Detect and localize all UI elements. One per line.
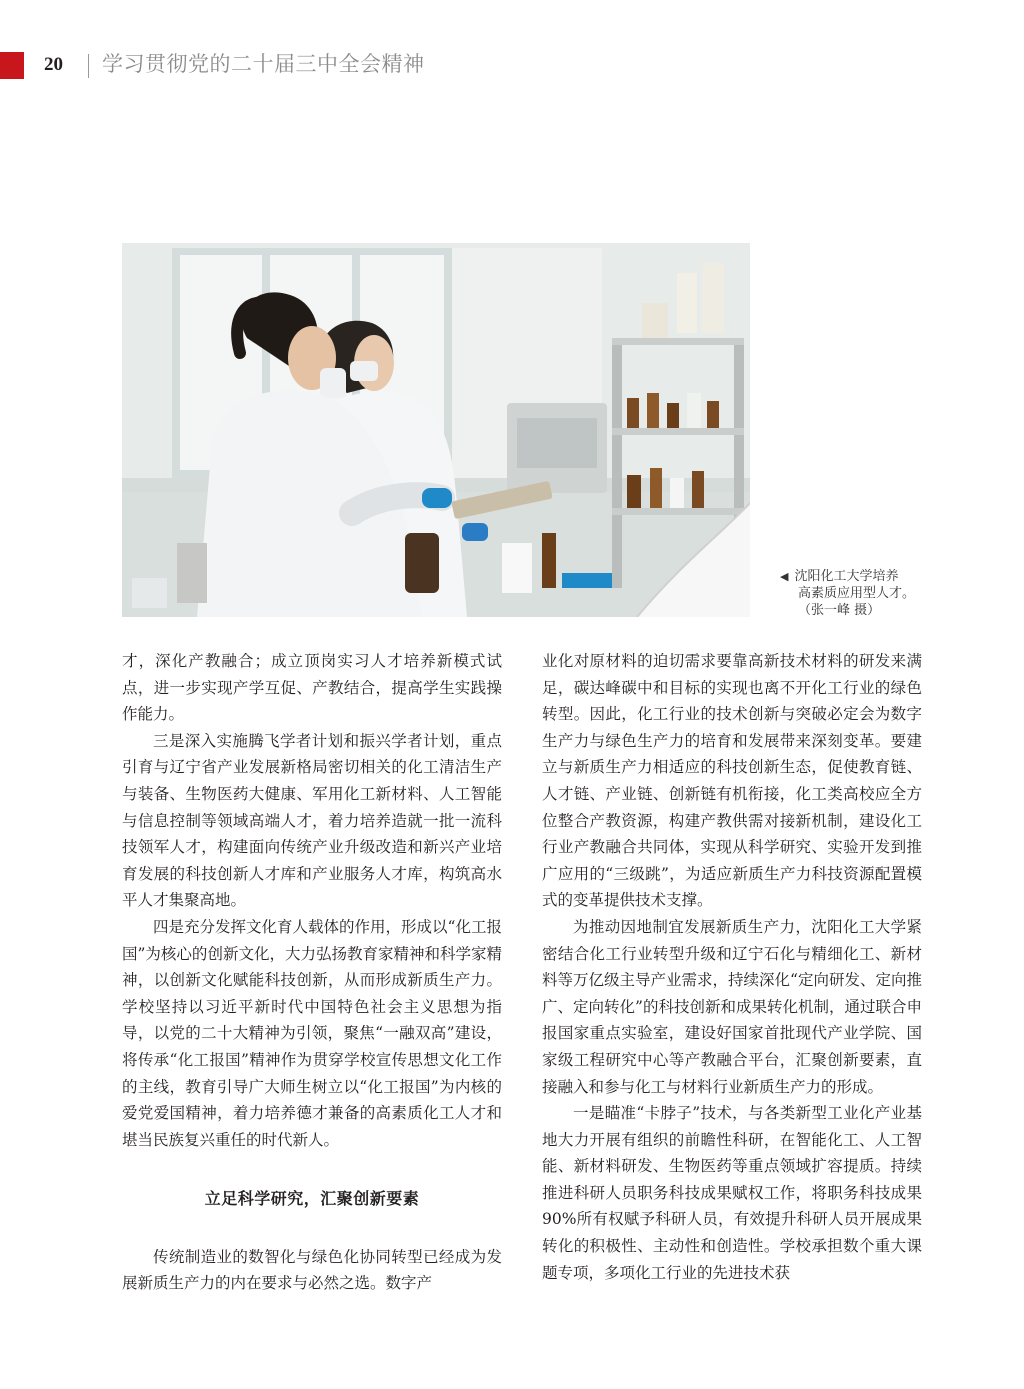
paragraph: 传统制造业的数智化与绿色化协同转型已经成为发展新质生产力的内在要求与必然之选。数字产 (122, 1247, 502, 1293)
page-number: 20 (44, 54, 63, 75)
caption-line: （张一峰 摄） (798, 603, 881, 618)
paragraph: 三是深入实施腾飞学者计划和振兴学者计划，重点引育与辽宁省产业发展新格局密切相关的化工清洁生产与装备、生物医药大健康、军用化工新材料、人工智能与信息控制等领域高端人才，着力培养造就一批一流科技领军人才，构建面向传统产业升级改造和新兴产业培育发展的科技创新人才库和产业服务人才库，构筑高水平人才集聚高地。 (122, 731, 502, 910)
running-header-title: 学习贯彻党的二十届三中全会精神 (102, 52, 425, 76)
section-heading: 立足科学研究，汇聚创新要素 (204, 1189, 420, 1209)
page-marker (0, 52, 24, 79)
paragraph: 才，深化产教融合；成立顶岗实习人才培养新模式试点，进一步实现产学互促、产教结合，提高学生实践操作能力。 (122, 652, 502, 724)
lab-photo (122, 243, 750, 617)
article-column-right (542, 648, 922, 1286)
caption-line: 高素质应用型人才。 (798, 586, 916, 601)
paragraph: 为推动因地制宜发展新质生产力，沈阳化工大学紧密结合化工行业转型升级和辽宁石化与精细化工、新材料等万亿级主导产业需求，持续深化“定向研发、定向推广、定向转化”的科技创新和成果转化机制，通过联合申报国家重点实验室，建设好国家首批现代产业学院、国家级工程研究中心等产教融合平台，汇聚创新要素，直接融入和参与化工与材料行业新质生产力的形成。 (542, 917, 922, 1096)
caption-line: 沈阳化工大学培养 (794, 569, 899, 584)
article-column-left (122, 648, 502, 1297)
lab-photo-illustration (122, 243, 750, 617)
photo-caption (780, 568, 930, 619)
paragraph: 四是充分发挥文化育人载体的作用，形成以“化工报国”为核心的创新文化，大力弘扬教育家精神和科学家精神，以创新文化赋能科技创新，从而形成新质生产力。学校坚持以习近平新时代中国特色社会主义思想为指导，以党的二十大精神为引领，聚焦“一融双高”建设，将传承“化工报国”精神作为贯穿学校宣传思想文化工作的主线，教育引导广大师生树立以“化工报国”为内核的爱党爱国精神，着力培养德才兼备的高素质化工人才和堪当民族复兴重任的时代新人。 (122, 917, 502, 1149)
caption-arrow-icon: ◀ (780, 570, 789, 583)
paragraph: 业化对原材料的迫切需求要靠高新技术材料的研发来满足，碳达峰碳中和目标的实现也离不开化工行业的绿色转型。因此，化工行业的技术创新与突破必定会为数字生产力与绿色生产力的培育和发展带来深刻变革。要建立与新质生产力相适应的科技创新生态，促使教育链、人才链、产业链、创新链有机衔接，化工类高校应全方位整合产教资源，构建产教供需对接新机制，建设化工行业产教融合共同体，实现从科学研究、实验开发到推广应用的“三级跳”，为适应新质生产力科技资源配置模式的变革提供技术支撑。 (542, 652, 922, 910)
paragraph: 一是瞄准“卡脖子”技术，与各类新型工业化产业基地大力开展有组织的前瞻性科研，在智能化工、人工智能、新材料研发、生物医药等重点领域扩容提质。持续推进科研人员职务科技成果赋权工作，将职务科技成果90%所有权赋予科研人员，有效提升科研人员开展成果转化的积极性、主动性和创造性。学校承担数个重大课题专项，多项化工行业的先进技术获 (542, 1104, 922, 1282)
header-divider (88, 54, 89, 78)
